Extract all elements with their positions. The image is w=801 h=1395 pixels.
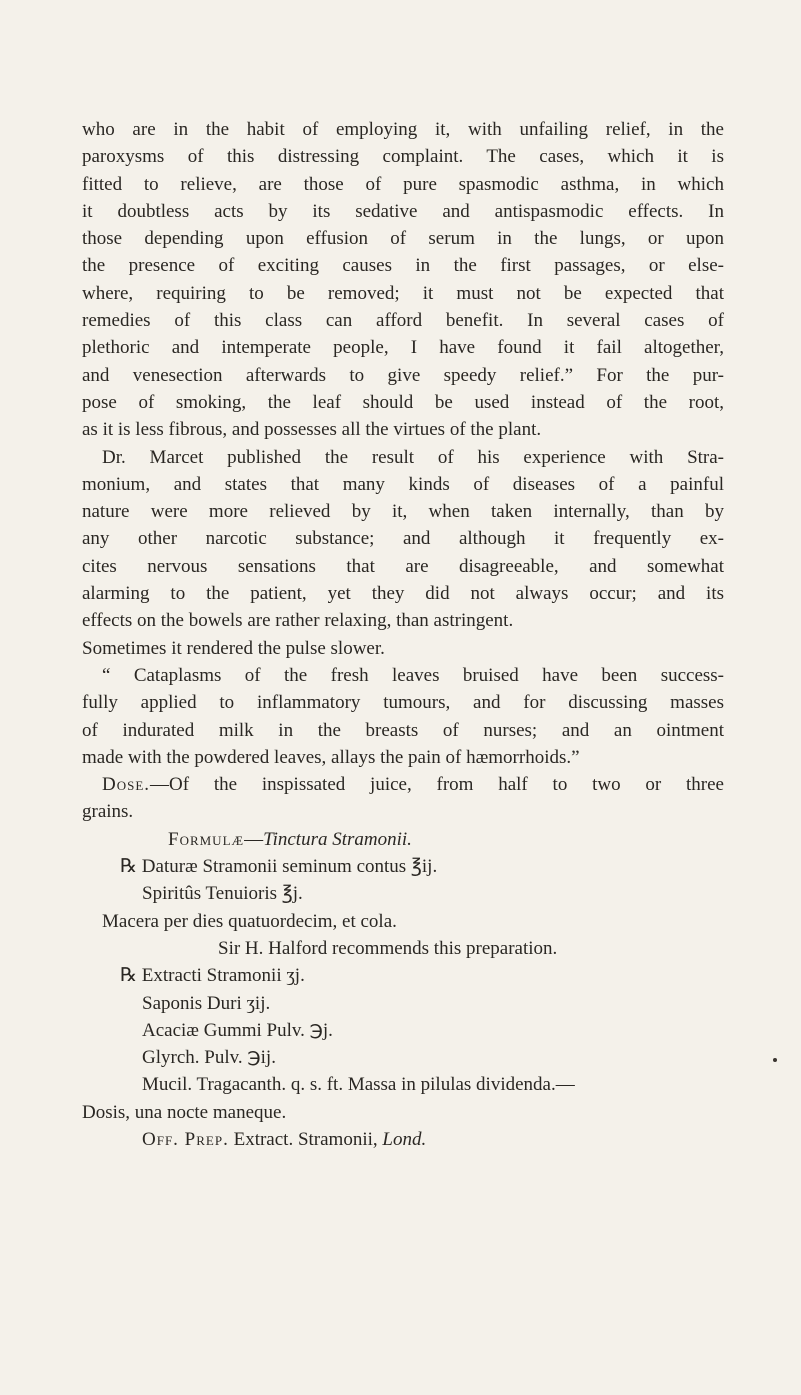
text-line: “ Cataplasms of the fresh leaves bruised have been success- — [102, 664, 724, 686]
recipe-line: Dosis, una nocte maneque. — [82, 1101, 287, 1123]
dose-label: Dose. — [102, 774, 151, 796]
text-line: Sometimes it rendered the pulse slower. — [82, 637, 385, 659]
off-prep-text: Extract. Stramonii, — [233, 1128, 383, 1150]
paragraph — [82, 444, 724, 662]
ink-speck — [773, 1058, 777, 1062]
text-line: fitted to relieve, are those of pure spasmodic asthma, in which — [82, 173, 724, 195]
recipe-line: Macera per dies quatuordecim, et cola. — [102, 910, 397, 932]
formulae-label: Formulæ — [168, 828, 245, 850]
recipe-line: Spiritûs Tenuioris ℥j. — [142, 883, 303, 905]
london-abbrev: Lond. — [382, 1128, 427, 1150]
recipe-line: Glyrch. Pulv. ℈ij. — [142, 1047, 276, 1069]
text-line: as it is less fibrous, and possesses all the virtues of the plant. — [82, 419, 542, 441]
text-line: who are in the habit of employing it, with unfailing relief, in the — [82, 119, 724, 140]
dash: — — [244, 828, 264, 850]
text-line: and venesection afterwards to give speedy relief.” For the pur- — [82, 364, 724, 386]
dose-paragraph — [82, 771, 724, 826]
recipe-note: Sir H. Halford recommends this preparation. — [218, 937, 558, 959]
text-line: remedies of this class can afford benefit. In several cases of — [82, 310, 724, 332]
recipe-line: Mucil. Tragacanth. q. s. ft. Massa in pilulas dividenda.— — [142, 1074, 575, 1096]
text-line: it doubtless acts by its sedative and antispasmodic effects. In — [82, 200, 724, 222]
text-line: effects on the bowels are rather relaxing, than astringent. — [82, 610, 514, 632]
text-line: plethoric and intemperate people, I have found it fail altogether, — [82, 337, 724, 359]
body-text — [82, 116, 724, 1153]
text-line: monium, and states that many kinds of diseases of a painful — [82, 473, 724, 495]
officinal-prep-line — [82, 1126, 724, 1153]
formulae-heading — [82, 826, 724, 853]
off-prep-label: Off. Prep. — [142, 1128, 229, 1150]
text-line: paroxysms of this distressing complaint. The cases, which it is — [82, 146, 724, 168]
text-line: fully applied to inflammatory tumours, and for discussing masses — [82, 692, 724, 714]
text-line: grains. — [82, 801, 134, 823]
text-line: pose of smoking, the leaf should be used instead of the root, — [82, 391, 724, 413]
recipe-line: ℞ Daturæ Stramonii seminum contus ℥ij. — [120, 856, 438, 878]
formulae-block — [82, 826, 724, 1154]
dose-line — [82, 771, 724, 798]
text-line: those depending upon effusion of serum in the lungs, or upon — [82, 228, 724, 250]
text-line: the presence of exciting causes in the first passages, or else- — [82, 255, 724, 277]
text-line: nature were more relieved by it, when taken internally, than by — [82, 501, 724, 523]
recipe-line: ℞ Extracti Stramonii ʒj. — [120, 965, 305, 987]
recipe-line: Saponis Duri ʒij. — [142, 992, 271, 1014]
text-line: alarming to the patient, yet they did not always occur; and its — [82, 583, 724, 605]
text-line: where, requiring to be removed; it must not be expected that — [82, 282, 724, 304]
recipe-line: Acaciæ Gummi Pulv. ℈j. — [142, 1019, 333, 1041]
text-line: cites nervous sensations that are disagreeable, and somewhat — [82, 555, 724, 577]
text-line: of indurated milk in the breasts of nurses; and an ointment — [82, 719, 724, 741]
text-line: any other narcotic substance; and although it frequently ex- — [82, 528, 724, 550]
text-line: made with the powdered leaves, allays the pain of hæmorrhoids.” — [82, 746, 580, 768]
dose-text: —Of the inspissated juice, from half to two or three — [150, 774, 724, 796]
paragraph — [82, 662, 724, 771]
paragraph — [82, 116, 724, 444]
formula-title: Tinctura Stramonii. — [263, 828, 412, 850]
text-line: Dr. Marcet published the result of his experience with Stra- — [102, 446, 724, 468]
